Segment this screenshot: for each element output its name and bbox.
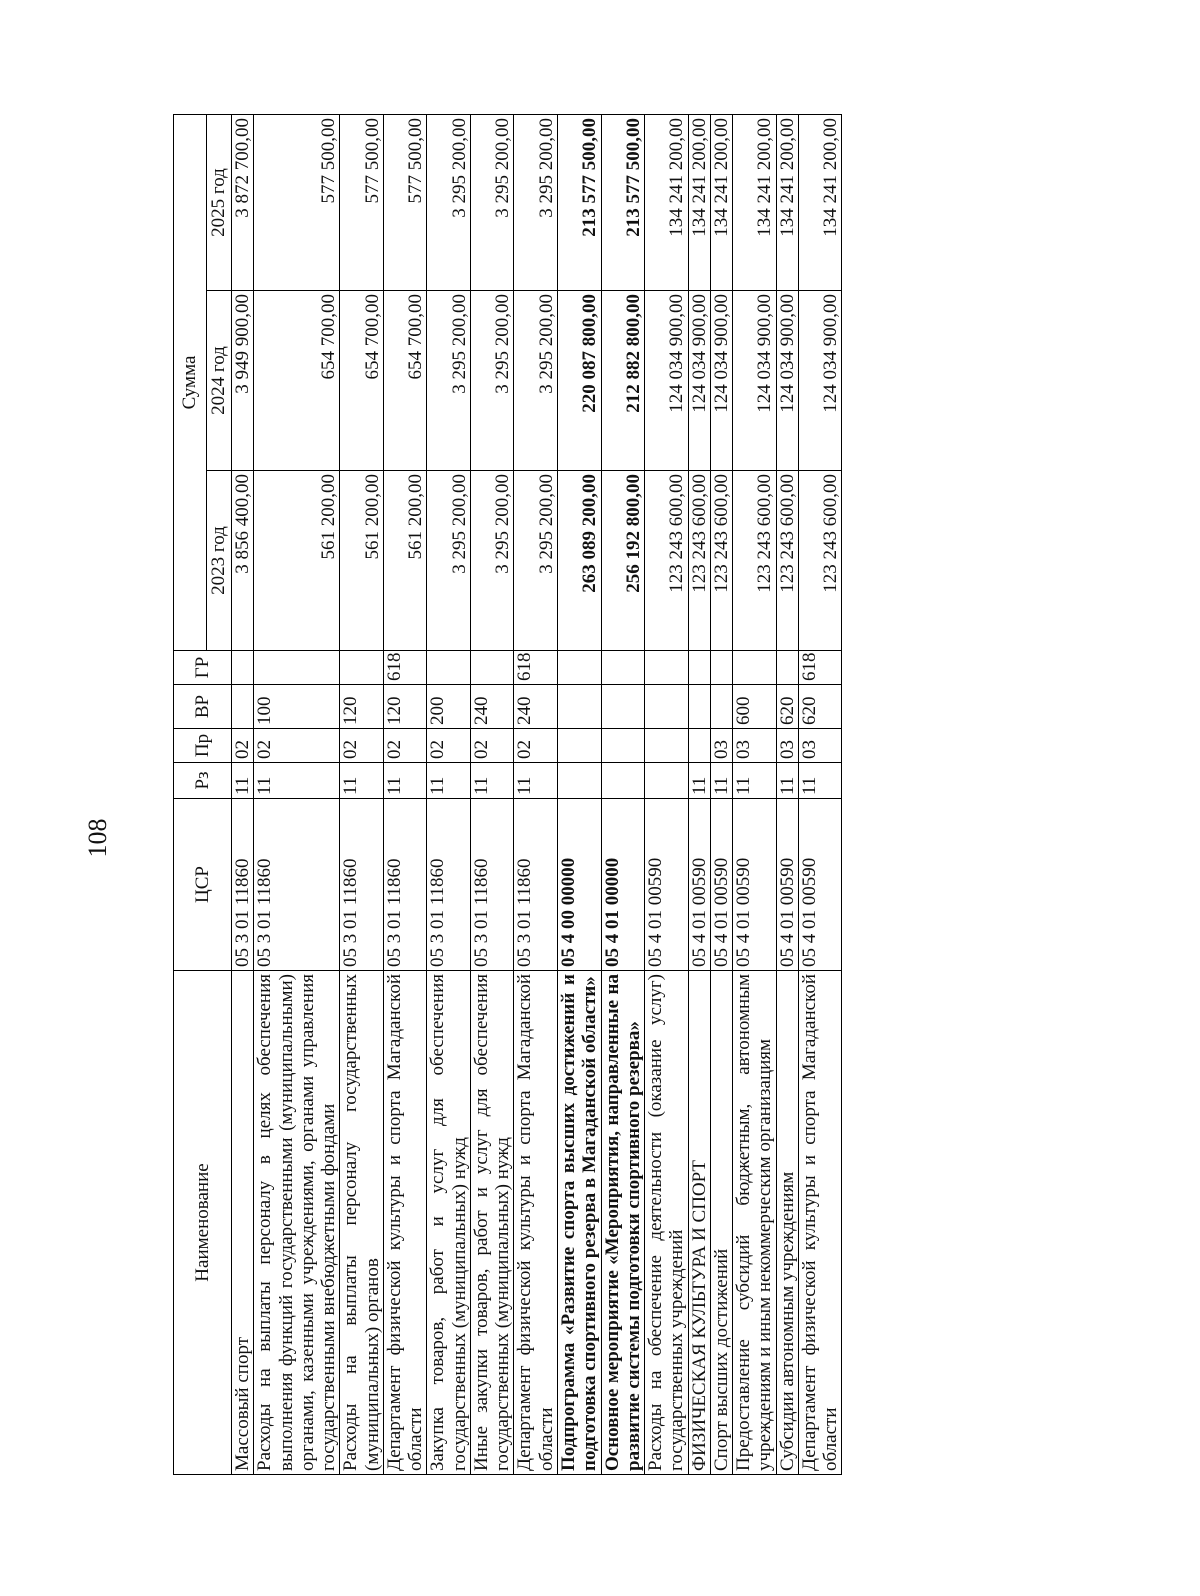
row-csr: 05 3 01 11860 xyxy=(254,799,340,971)
row-pr xyxy=(645,729,689,763)
row-gr xyxy=(688,651,710,685)
row-vr: 100 xyxy=(254,685,340,729)
rotated-page-content xyxy=(173,115,943,1475)
row-amount-2024: 124 034 900,00 xyxy=(776,291,798,471)
table-row xyxy=(776,114,798,1474)
row-amount-2024: 124 034 900,00 xyxy=(710,291,732,471)
table-row xyxy=(383,114,427,1474)
row-amount-2023: 561 200,00 xyxy=(254,471,340,651)
row-rz: 11 xyxy=(470,763,514,799)
row-vr: 120 xyxy=(340,685,384,729)
row-vr xyxy=(688,685,710,729)
row-gr xyxy=(733,651,777,685)
table-row xyxy=(232,114,254,1474)
row-name: Спорт высших достижений xyxy=(710,971,732,1475)
page-number: 108 xyxy=(83,818,112,858)
row-vr: 200 xyxy=(427,685,471,729)
row-name: Расходы на выплаты персоналу в целях обеспечения выполнения функций государственными (муниципальными) органами, казенными учреждениями, органами управления государственными внебюджетными фондами xyxy=(254,971,340,1475)
row-vr xyxy=(557,685,601,729)
row-rz: 11 xyxy=(688,763,710,799)
row-amount-2025: 577 500,00 xyxy=(383,114,427,290)
row-vr: 120 xyxy=(383,685,427,729)
header-vr: ВР xyxy=(174,685,232,729)
row-amount-2025: 134 241 200,00 xyxy=(776,114,798,290)
row-rz: 11 xyxy=(232,763,254,799)
row-gr: 618 xyxy=(798,651,842,685)
row-csr: 05 4 01 00590 xyxy=(710,799,732,971)
table-row xyxy=(427,114,471,1474)
row-vr: 600 xyxy=(733,685,777,729)
row-gr xyxy=(254,651,340,685)
row-rz: 11 xyxy=(254,763,340,799)
row-pr: 03 xyxy=(776,729,798,763)
row-amount-2023: 3 295 200,00 xyxy=(514,471,558,651)
table-row xyxy=(710,114,732,1474)
row-amount-2023: 123 243 600,00 xyxy=(710,471,732,651)
row-rz: 11 xyxy=(383,763,427,799)
row-pr: 02 xyxy=(232,729,254,763)
row-vr xyxy=(710,685,732,729)
row-amount-2024: 124 034 900,00 xyxy=(798,291,842,471)
row-vr: 240 xyxy=(470,685,514,729)
row-amount-2025: 213 577 500,00 xyxy=(601,114,645,290)
row-amount-2024: 654 700,00 xyxy=(254,291,340,471)
row-pr: 03 xyxy=(733,729,777,763)
header-2023: 2023 год xyxy=(207,471,232,651)
table-body xyxy=(232,114,842,1474)
header-sum: Сумма xyxy=(174,114,207,650)
header-pr: Пр xyxy=(174,729,232,763)
row-pr: 02 xyxy=(427,729,471,763)
row-vr: 240 xyxy=(514,685,558,729)
row-amount-2024: 654 700,00 xyxy=(340,291,384,471)
row-name: ФИЗИЧЕСКАЯ КУЛЬТУРА И СПОРТ xyxy=(688,971,710,1475)
row-amount-2024: 3 949 900,00 xyxy=(232,291,254,471)
row-name: Субсидии автономным учреждениям xyxy=(776,971,798,1475)
row-amount-2023: 3 295 200,00 xyxy=(470,471,514,651)
row-gr xyxy=(557,651,601,685)
row-amount-2023: 123 243 600,00 xyxy=(776,471,798,651)
row-name: Основное мероприятие «Мероприятия, направленные на развитие системы подготовки спортивного резерва» xyxy=(601,971,645,1475)
row-csr: 05 3 01 11860 xyxy=(340,799,384,971)
row-amount-2025: 134 241 200,00 xyxy=(645,114,689,290)
row-gr xyxy=(601,651,645,685)
row-amount-2025: 3 295 200,00 xyxy=(470,114,514,290)
row-gr xyxy=(470,651,514,685)
row-amount-2024: 3 295 200,00 xyxy=(514,291,558,471)
row-rz: 11 xyxy=(427,763,471,799)
table-row xyxy=(645,114,689,1474)
row-gr xyxy=(340,651,384,685)
header-gr: ГР xyxy=(174,651,232,685)
row-amount-2025: 134 241 200,00 xyxy=(688,114,710,290)
table-row xyxy=(688,114,710,1474)
row-amount-2025: 3 295 200,00 xyxy=(514,114,558,290)
row-amount-2024: 3 295 200,00 xyxy=(427,291,471,471)
row-amount-2023: 123 243 600,00 xyxy=(688,471,710,651)
row-amount-2023: 561 200,00 xyxy=(340,471,384,651)
row-amount-2023: 561 200,00 xyxy=(383,471,427,651)
table-row xyxy=(557,114,601,1474)
row-pr: 03 xyxy=(710,729,732,763)
row-gr xyxy=(776,651,798,685)
row-pr xyxy=(688,729,710,763)
row-amount-2023: 3 856 400,00 xyxy=(232,471,254,651)
row-amount-2023: 123 243 600,00 xyxy=(733,471,777,651)
row-rz: 11 xyxy=(514,763,558,799)
row-rz: 11 xyxy=(340,763,384,799)
row-amount-2023: 123 243 600,00 xyxy=(645,471,689,651)
row-pr: 02 xyxy=(514,729,558,763)
row-csr: 05 4 01 00590 xyxy=(733,799,777,971)
row-csr: 05 3 01 11860 xyxy=(470,799,514,971)
row-rz xyxy=(645,763,689,799)
row-name: Предоставление субсидий бюджетным, автономным учреждениям и иным некоммерческим организациям xyxy=(733,971,777,1475)
header-rz: Рз xyxy=(174,763,232,799)
row-gr xyxy=(710,651,732,685)
row-amount-2025: 134 241 200,00 xyxy=(710,114,732,290)
row-csr: 05 4 01 00590 xyxy=(645,799,689,971)
row-amount-2024: 220 087 800,00 xyxy=(557,291,601,471)
row-amount-2025: 3 872 700,00 xyxy=(232,114,254,290)
row-amount-2025: 134 241 200,00 xyxy=(798,114,842,290)
table-row xyxy=(470,114,514,1474)
row-amount-2024: 124 034 900,00 xyxy=(733,291,777,471)
row-amount-2025: 213 577 500,00 xyxy=(557,114,601,290)
row-amount-2023: 123 243 600,00 xyxy=(798,471,842,651)
budget-table xyxy=(173,114,842,1475)
row-rz xyxy=(557,763,601,799)
row-amount-2025: 3 295 200,00 xyxy=(427,114,471,290)
row-csr: 05 4 01 00590 xyxy=(776,799,798,971)
row-vr xyxy=(232,685,254,729)
row-amount-2025: 577 500,00 xyxy=(254,114,340,290)
row-amount-2023: 3 295 200,00 xyxy=(427,471,471,651)
row-vr: 620 xyxy=(776,685,798,729)
row-amount-2025: 134 241 200,00 xyxy=(733,114,777,290)
header-name: Наименование xyxy=(174,971,232,1475)
row-csr: 05 3 01 11860 xyxy=(514,799,558,971)
row-pr: 03 xyxy=(798,729,842,763)
row-vr xyxy=(645,685,689,729)
row-gr xyxy=(427,651,471,685)
header-2024: 2024 год xyxy=(207,291,232,471)
row-csr: 05 4 01 00590 xyxy=(688,799,710,971)
row-rz: 11 xyxy=(710,763,732,799)
row-csr: 05 3 01 11860 xyxy=(427,799,471,971)
row-name: Иные закупки товаров, работ и услуг для обеспечения государственных (муниципальных) нужд xyxy=(470,971,514,1475)
row-amount-2024: 124 034 900,00 xyxy=(688,291,710,471)
row-gr: 618 xyxy=(514,651,558,685)
table-row xyxy=(733,114,777,1474)
row-amount-2024: 212 882 800,00 xyxy=(601,291,645,471)
row-name: Закупка товаров, работ и услуг для обеспечения государственных (муниципальных) нужд xyxy=(427,971,471,1475)
row-csr: 05 4 00 00000 xyxy=(557,799,601,971)
row-name: Подпрограмма «Развитие спорта высших достижений и подготовка спортивного резерва в Магаданской области» xyxy=(557,971,601,1475)
row-amount-2024: 654 700,00 xyxy=(383,291,427,471)
table-row xyxy=(514,114,558,1474)
table-row xyxy=(254,114,340,1474)
row-name: Департамент физической культуры и спорта Магаданской области xyxy=(514,971,558,1475)
row-amount-2023: 256 192 800,00 xyxy=(601,471,645,651)
row-name: Департамент физической культуры и спорта Магаданской области xyxy=(383,971,427,1475)
row-rz: 11 xyxy=(798,763,842,799)
row-vr: 620 xyxy=(798,685,842,729)
row-pr: 02 xyxy=(383,729,427,763)
row-amount-2024: 3 295 200,00 xyxy=(470,291,514,471)
row-csr: 05 4 01 00000 xyxy=(601,799,645,971)
row-name: Департамент физической культуры и спорта Магаданской области xyxy=(798,971,842,1475)
row-gr: 618 xyxy=(383,651,427,685)
row-vr xyxy=(601,685,645,729)
row-name: Массовый спорт xyxy=(232,971,254,1475)
header-csr: ЦСР xyxy=(174,799,232,971)
row-amount-2023: 263 089 200,00 xyxy=(557,471,601,651)
row-name: Расходы на выплаты персоналу государственных (муниципальных) органов xyxy=(340,971,384,1475)
row-gr xyxy=(232,651,254,685)
row-name: Расходы на обеспечение деятельности (оказание услуг) государственных учреждений xyxy=(645,971,689,1475)
row-pr xyxy=(557,729,601,763)
row-csr: 05 4 01 00590 xyxy=(798,799,842,971)
row-amount-2025: 577 500,00 xyxy=(340,114,384,290)
row-pr: 02 xyxy=(340,729,384,763)
row-amount-2024: 124 034 900,00 xyxy=(645,291,689,471)
table-row xyxy=(340,114,384,1474)
table-row xyxy=(601,114,645,1474)
row-csr: 05 3 01 11860 xyxy=(383,799,427,971)
row-rz: 11 xyxy=(776,763,798,799)
row-rz: 11 xyxy=(733,763,777,799)
row-rz xyxy=(601,763,645,799)
row-pr: 02 xyxy=(254,729,340,763)
header-2025: 2025 год xyxy=(207,114,232,290)
row-pr: 02 xyxy=(470,729,514,763)
row-csr: 05 3 01 11860 xyxy=(232,799,254,971)
table-row xyxy=(798,114,842,1474)
row-pr xyxy=(601,729,645,763)
row-gr xyxy=(645,651,689,685)
